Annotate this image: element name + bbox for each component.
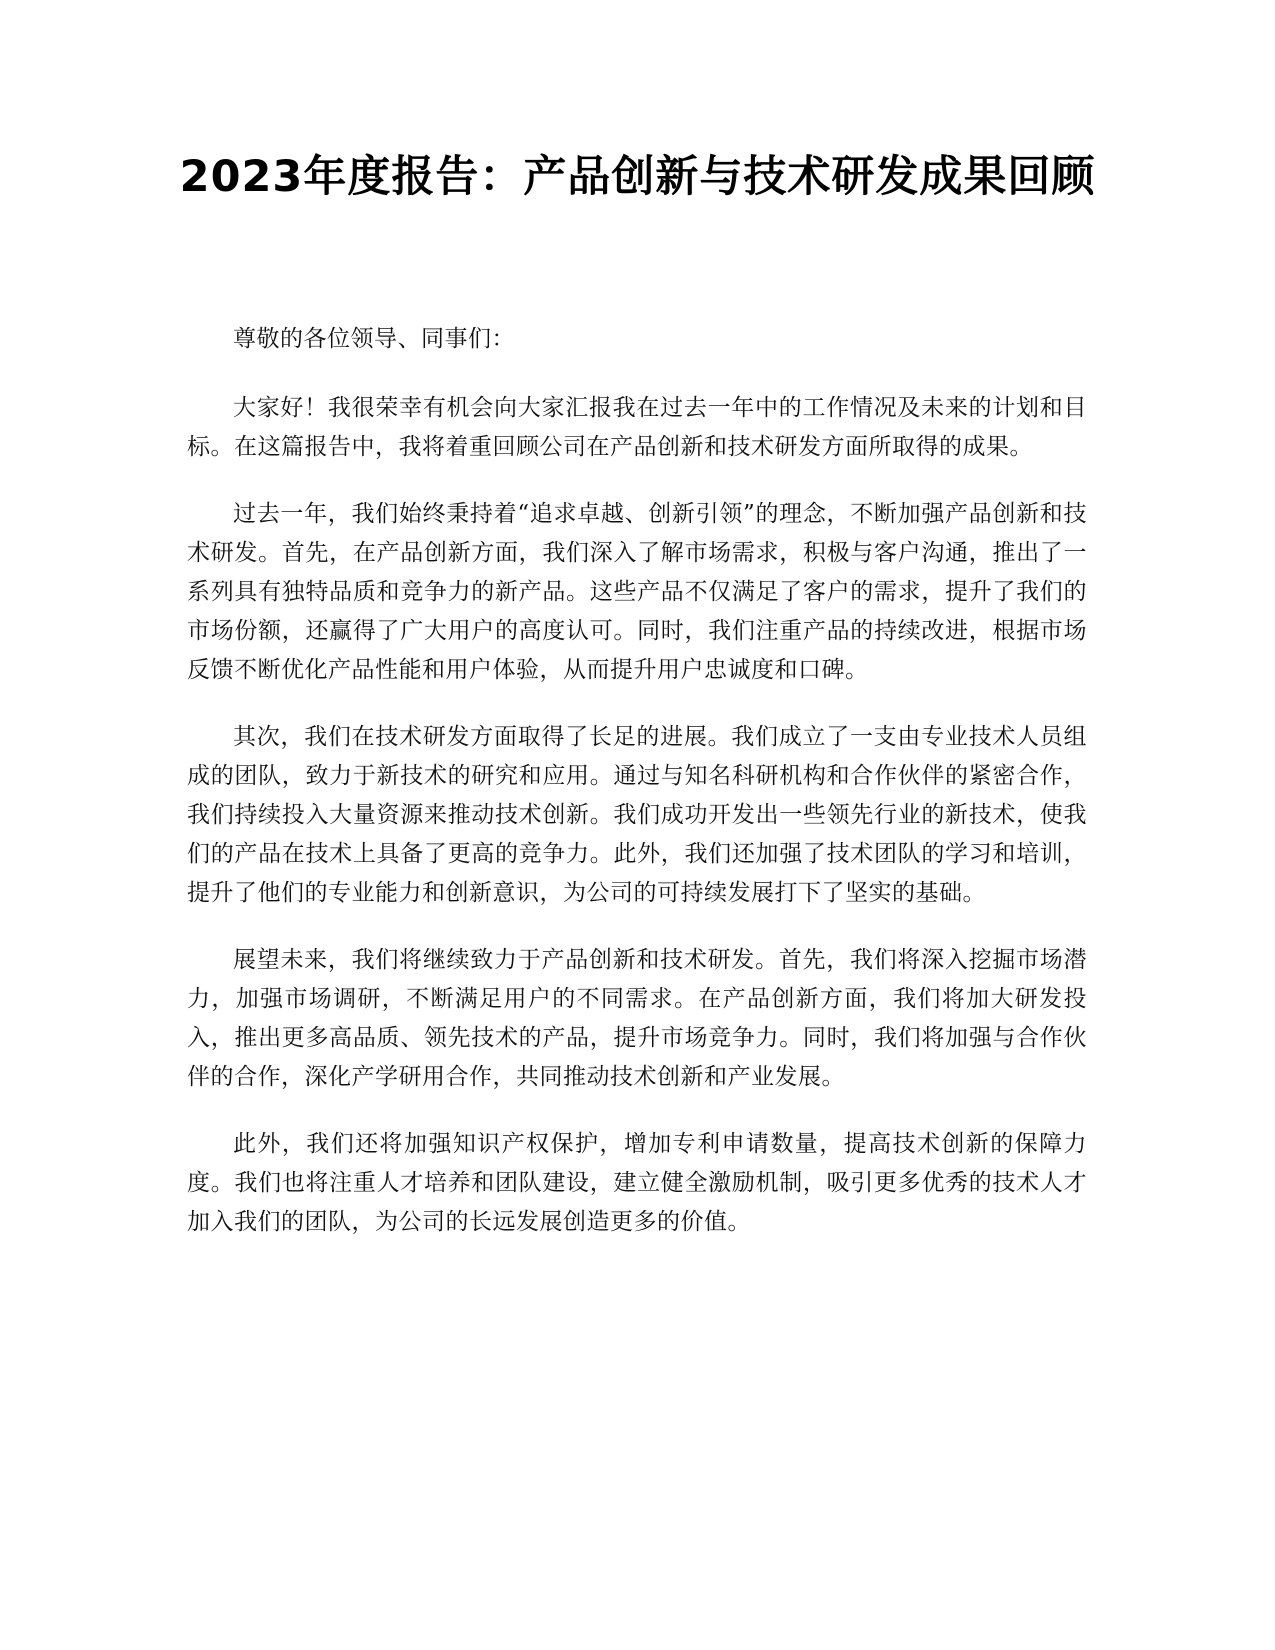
paragraph-intro: 大家好！我很荣幸有机会向大家汇报我在过去一年中的工作情况及未来的计划和目标。在这篇报告中，我将着重回顾公司在产品创新和技术研发方面所取得的成果。 bbox=[187, 395, 1087, 460]
document-title: 2023年度报告：产品创新与技术研发成果回顾 bbox=[179, 152, 1096, 202]
paragraph-ip-talent: 此外，我们还将加强知识产权保护，增加专利申请数量，提高技术创新的保障力度。我们也将注重人才培养和团队建设，建立健全激励机制，吸引更多优秀的技术人才加入我们的团队，为公司的长远发展创造更多的价值。 bbox=[187, 1131, 1087, 1235]
document-body bbox=[187, 320, 1087, 1270]
paragraph-outlook: 展望未来，我们将继续致力于产品创新和技术研发。首先，我们将深入挖掘市场潜力，加强市场调研，不断满足用户的不同需求。在产品创新方面，我们将加大研发投入，推出更多高品质、领先技术的产品，提升市场竞争力。同时，我们将加强与合作伙伴的合作，深化产学研用合作，共同推动技术创新和产业发展。 bbox=[187, 947, 1087, 1090]
paragraph-product-innovation: 过去一年，我们始终秉持着“追求卓越、创新引领”的理念，不断加强产品创新和技术研发。首先，在产品创新方面，我们深入了解市场需求，积极与客户沟通，推出了一系列具有独特品质和竞争力的新产品。这些产品不仅满足了客户的需求，提升了我们的市场份额，还赢得了广大用户的高度认可。同时，我们注重产品的持续改进，根据市场反馈不断优化产品性能和用户体验，从而提升用户忠诚度和口碑。 bbox=[187, 501, 1087, 683]
greeting: 尊敬的各位领导、同事们： bbox=[233, 326, 515, 352]
paragraph-tech-rnd: 其次，我们在技术研发方面取得了长足的进展。我们成立了一支由专业技术人员组成的团队，致力于新技术的研究和应用。通过与知名科研机构和合作伙伴的紧密合作，我们持续投入大量资源来推动技术创新。我们成功开发出一些领先行业的新技术，使我们的产品在技术上具备了更高的竞争力。此外，我们还加强了技术团队的学习和培训，提升了他们的专业能力和创新意识，为公司的可持续发展打下了坚实的基础。 bbox=[187, 724, 1087, 906]
